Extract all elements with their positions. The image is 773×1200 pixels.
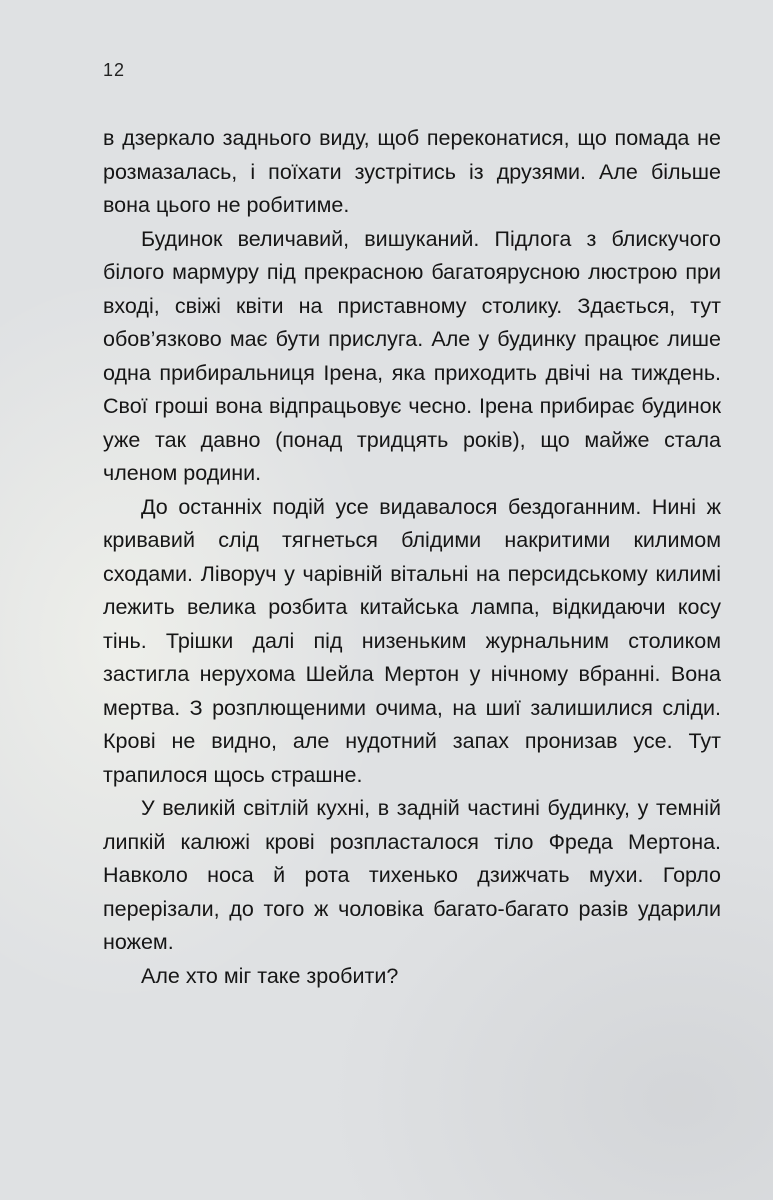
page-number: 12: [103, 60, 126, 80]
body-text: [103, 122, 721, 993]
paragraph-4: У великій світлій кухні, в задній частині будинку, у темній липкій калюжі крові розпласталося тіло Фреда Мертона. Навколо носа й рота тихенько дзижчать мухи. Горло перерізали, до того ж чоловіка багато-багато разів ударили ножем.: [103, 796, 721, 954]
paragraph-3: До останніх подій усе видавалося бездоганним. Нині ж кривавий слід тягнеться блідими накритими килимом сходами. Ліворуч у чарівній вітальні на персидському килимі лежить велика розбита китайська лампа, відкидаючи косу тінь. Трішки далі під низеньким журнальним столиком застигла нерухома Шейла Мертон у нічному вбранні. Вона мертва. З розплющеними очима, на шиї залишилися сліди. Крові не видно, але нудотний запах пронизав усе. Тут трапилося щось страшне.: [103, 494, 721, 787]
paragraph-1: в дзеркало заднього виду, щоб переконатися, що помада не розмазалась, і поїхати зустрітись із друзями. Але більше вона цього не робитиме.: [103, 126, 721, 217]
paragraph-5: Але хто міг таке зробити?: [141, 963, 399, 988]
paragraph-2: Будинок величавий, вишуканий. Підлога з блискучого білого мармуру під прекрасною багатоярусною люстрою при вході, свіжі квіти на приставному столику. Здається, тут обов’язково має бути прислуга. Але у будинку працює лише одна прибиральниця Ірена, яка приходить двічі на тиждень. Свої гроші вона відпрацьовує чесно. Ірена прибирає будинок уже так давно (понад тридцять років), що майже стала членом родини.: [103, 226, 721, 485]
